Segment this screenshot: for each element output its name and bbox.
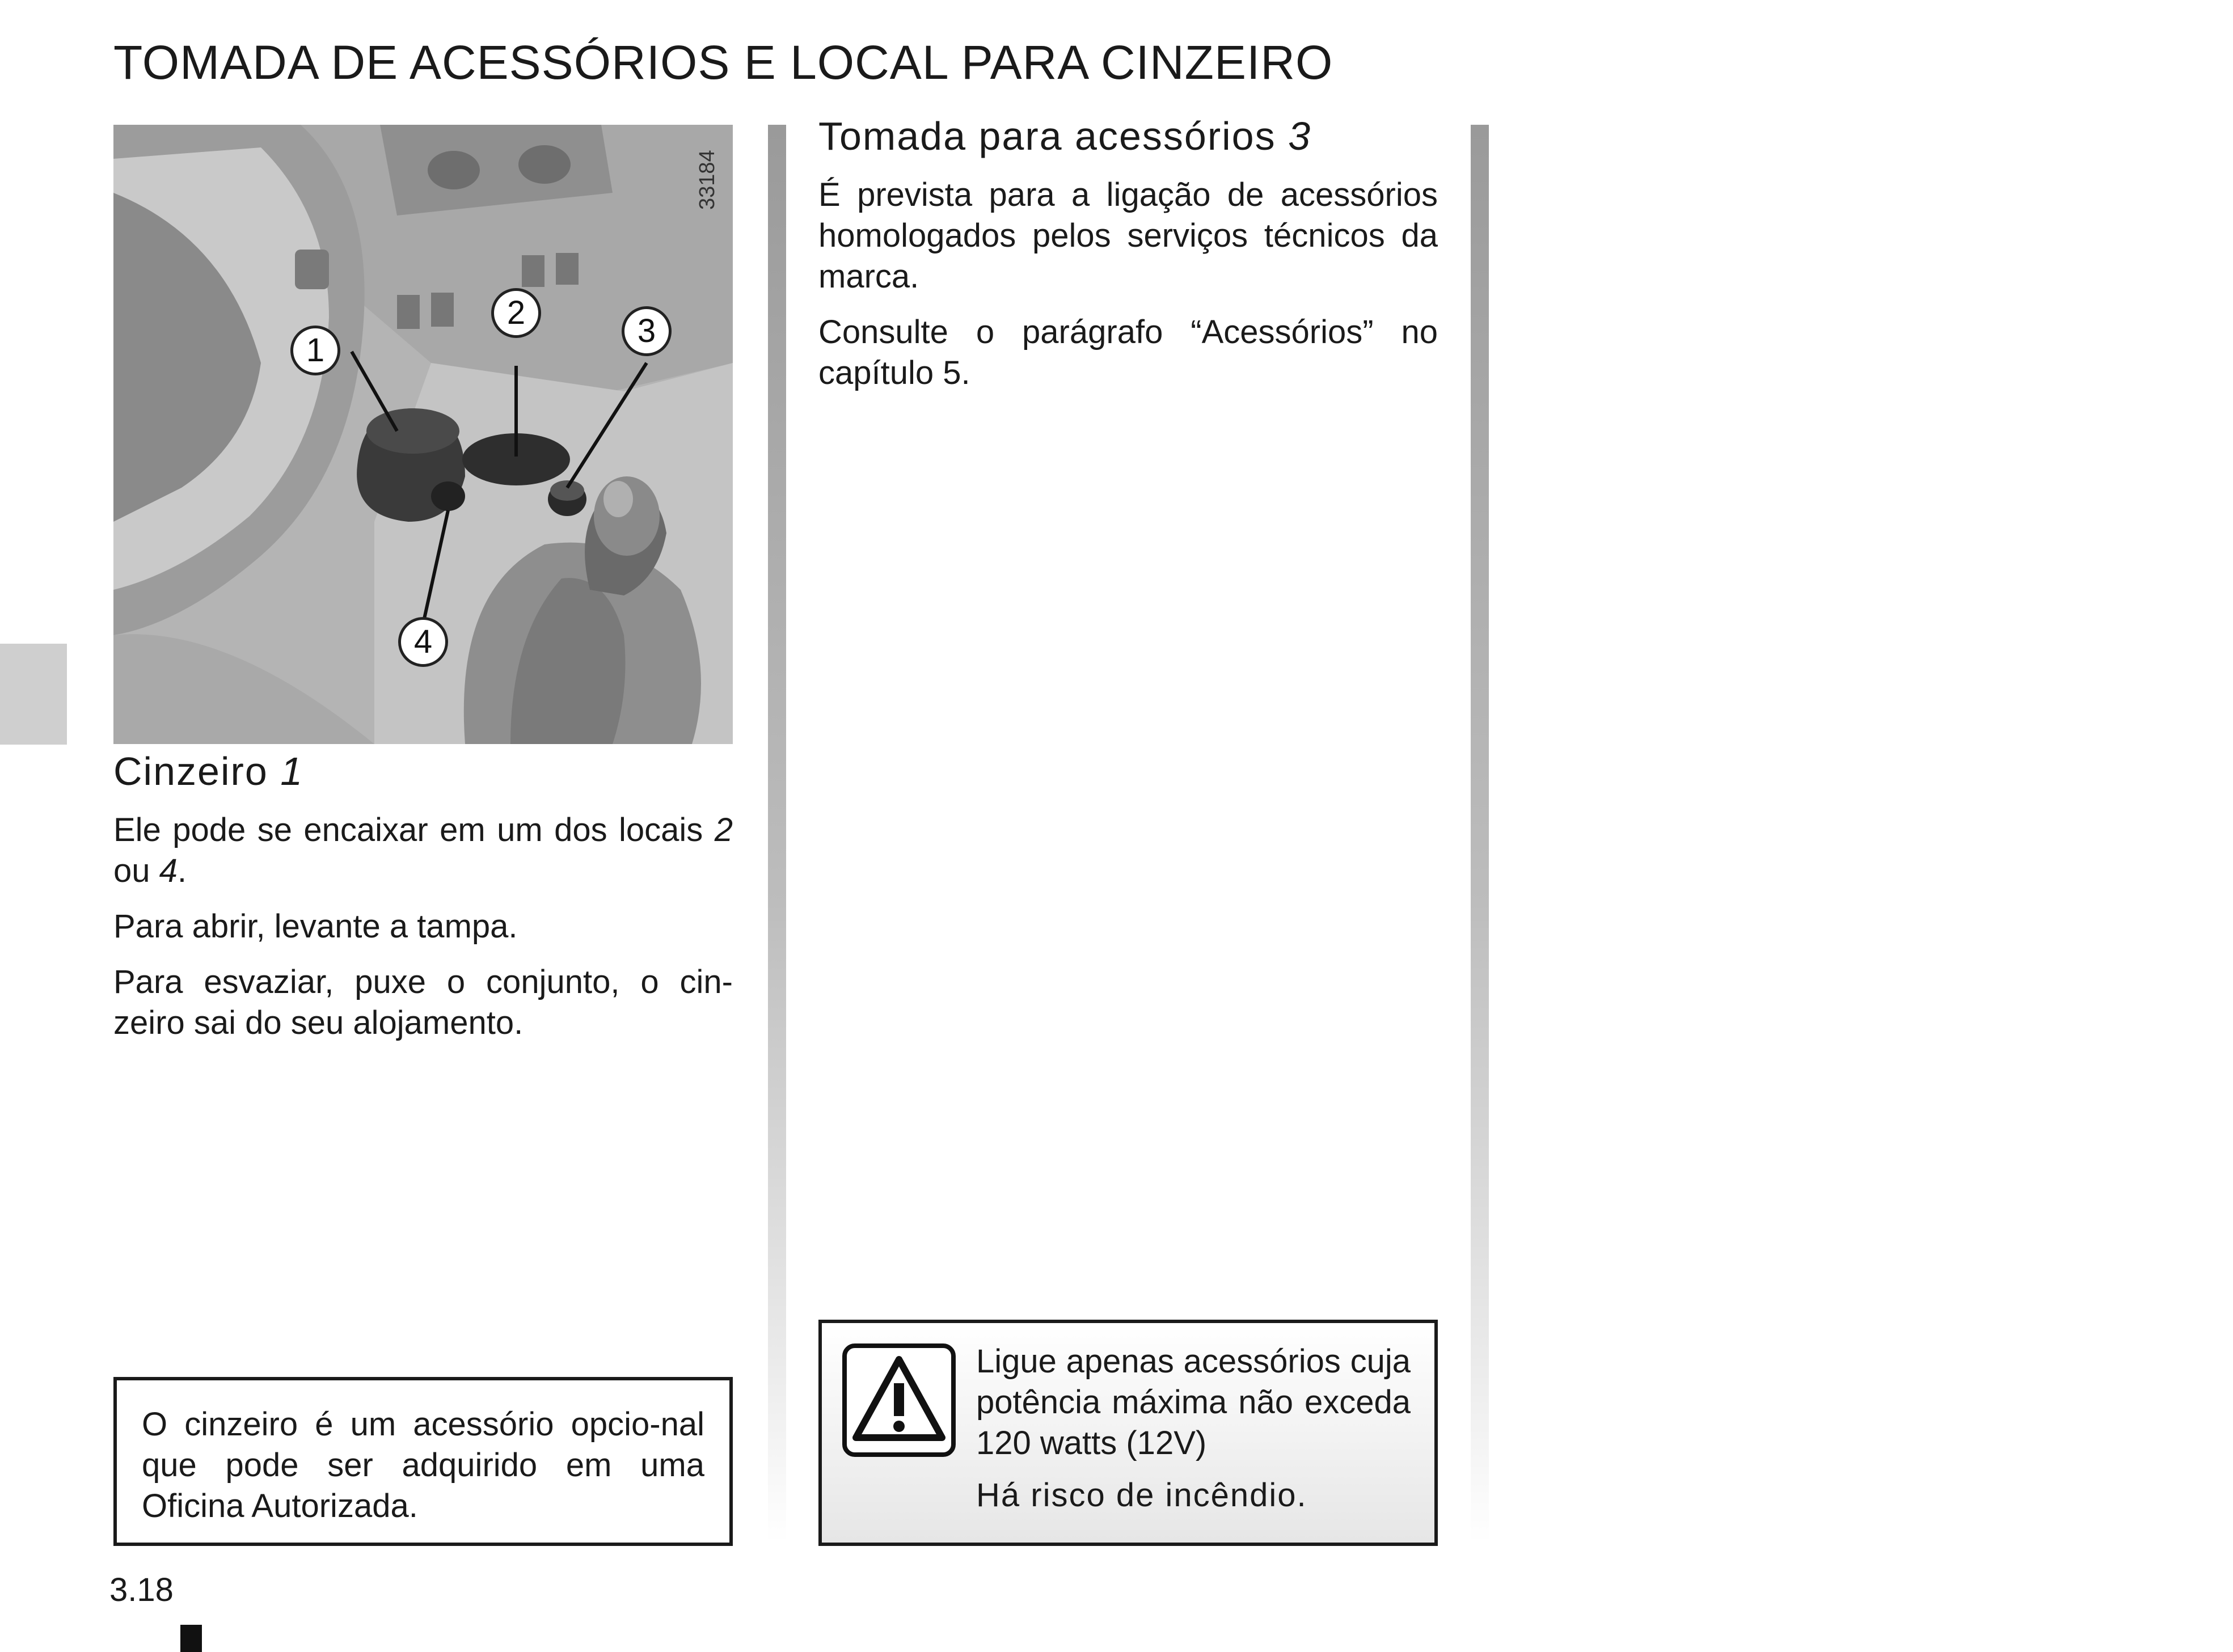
socket-heading-text: Tomada para acessórios	[818, 114, 1276, 158]
socket-heading-number: 3	[1288, 114, 1312, 158]
ashtray-para-1-or: ou	[113, 852, 159, 889]
warning-box	[818, 1320, 1438, 1546]
warning-triangle-icon	[842, 1343, 956, 1457]
ashtray-para-1-end: .	[177, 852, 187, 889]
socket-para-1: É prevista para a ligação de acessórios homologados pelos serviços técnicos da marca.	[818, 176, 1438, 295]
callout-4: 4	[398, 617, 448, 667]
callout-1: 1	[290, 326, 340, 375]
column-divider-left	[768, 125, 786, 1543]
socket-para-2: Consulte o parágrafo “Acessórios” no capítulo 5.	[818, 314, 1438, 391]
chapter-tab	[0, 644, 67, 745]
ashtray-para-1	[113, 810, 733, 892]
ashtray-heading-text: Cinzeiro	[113, 749, 268, 793]
callout-2: 2	[491, 288, 541, 338]
warning-text-2: Há risco de incêndio.	[976, 1477, 1307, 1514]
ashtray-heading	[113, 749, 733, 794]
ashtray-heading-number: 1	[280, 749, 304, 793]
callout-3: 3	[622, 306, 672, 356]
ashtray-section	[113, 749, 733, 1058]
page-marker	[180, 1625, 202, 1652]
ref-2: 2	[714, 812, 733, 848]
column-divider-right	[1471, 125, 1489, 1543]
note-text: O cinzeiro é um acessório opcio-nal que pode ser adquirido em uma Oficina Autorizada.	[142, 1406, 704, 1524]
page-number: 3.18	[109, 1571, 174, 1608]
figure-reference: 33184	[695, 150, 719, 210]
ashtray-para-1-text: Ele pode se encaixar em um dos locais	[113, 812, 715, 848]
warning-text-1: Ligue apenas acessórios cuja potência máxima não exceda 120 watts (12V)	[976, 1343, 1411, 1461]
page-title: TOMADA DE ACESSÓRIOS E LOCAL PARA CINZEIRO	[113, 36, 1333, 89]
ashtray-para-2: Para abrir, levante a tampa.	[113, 908, 518, 945]
ashtray-para-3: Para esvaziar, puxe o conjunto, o cin-zeiro sai do seu alojamento.	[113, 964, 733, 1041]
socket-section	[818, 113, 1438, 408]
note-box	[113, 1377, 733, 1546]
ref-4: 4	[159, 852, 178, 889]
socket-heading	[818, 113, 1438, 159]
